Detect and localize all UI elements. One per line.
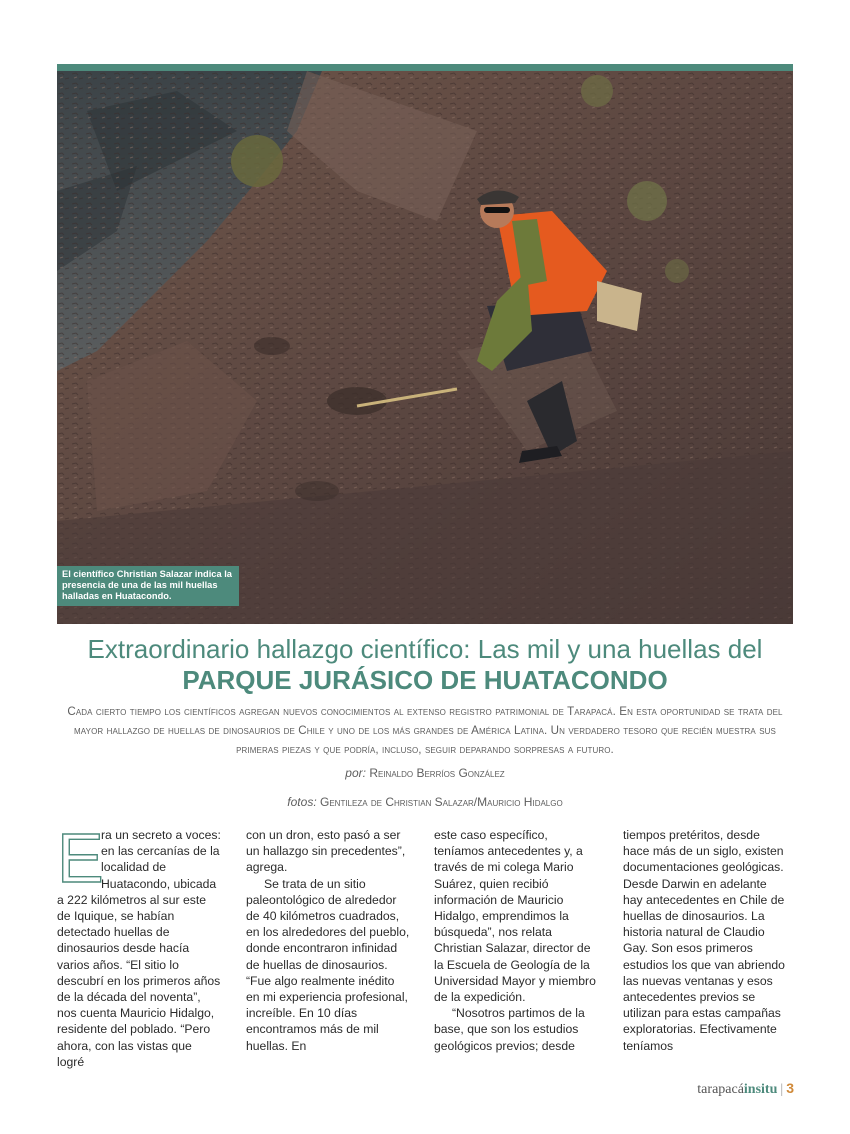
title-bold: PARQUE JURÁSICO DE HUATACONDO — [182, 665, 668, 695]
title-light: Extraordinario hallazgo científico: Las mil y una huellas del — [87, 634, 763, 664]
byline-name: Reinaldo Berríos González — [369, 766, 505, 780]
column-1-text: ra un secreto a voces: en las cercanías de la localidad de Huatacondo, ubicada a 222 kilómetros al sur este de Iquique, se habían detectado huellas de dinosaurios desde hacía varios años. “El sitio lo descubrí en los primeros años de la década del noventa”, nos cuenta Mauricio Hidalgo, residente del poblado. “Pero ahora, con las vistas que logré — [57, 828, 221, 1069]
hero-photo — [57, 71, 793, 624]
byline — [0, 766, 850, 780]
column-4-text: tiempos pretéritos, desde hace más de un siglo, existen documentaciones geológicas. Desde Darwin en adelante hay antecedentes en Chile de huellas de dinosaurios. La historia natural de Claudio Gay. Son esos primeros estudios los que van abriendo las nuevas ventanas y esos antecedentes previos se utilizan para estas campañas exploratorias. Efectivamente teníamos — [623, 828, 785, 1053]
column-2-paragraph-1: con un dron, esto pasó a ser un hallazgo sin precedentes”, agrega. — [246, 828, 406, 875]
dropcap-letter — [57, 819, 104, 897]
column-3-paragraph-2: “Nosotros partimos de la base, que son los estudios geológicos previos; desde — [434, 1006, 585, 1053]
photo-credit — [0, 795, 850, 809]
column-1 — [57, 819, 221, 1070]
hillside-photo-illustration — [57, 71, 793, 624]
svg-text:E: E — [57, 819, 104, 897]
photos-label: fotos: — [287, 795, 317, 809]
footer-brand-bold: insitu — [743, 1082, 778, 1097]
column-2 — [246, 827, 410, 1054]
top-accent-bar — [57, 64, 793, 71]
column-4 — [623, 827, 787, 1054]
column-3 — [434, 827, 598, 1054]
page-footer: tarapacáinsitu | 3 — [697, 1080, 794, 1097]
article-lead: Cada cierto tiempo los científicos agregan nuevos conocimientos al extenso registro patrimonial de Tarapacá. En esta oportunidad se trata del mayor hallazgo de huellas de dinosaurios de Chile y uno de los más grandes de América Latina. Un verdadero tesoro que recién muestra sus primeras piezas y que podría, incluso, seguir deparando sorpresas a futuro. — [67, 705, 783, 756]
footer-brand-plain: tarapacá — [697, 1082, 744, 1097]
dropcap — [57, 819, 104, 897]
column-3-paragraph-1: este caso específico, teníamos antecedentes y, a través de mi colega Mario Suárez, quien recibió información de Mauricio Hidalgo, emprendimos la búsqueda”, nos relata Christian Salazar, director de la Escuela de Geología de la Universidad Mayor y miembro de la expedición. — [434, 828, 596, 1005]
column-2-paragraph-2: Se trata de un sitio paleontológico de alrededor de 40 kilómetros cuadrados, en los alrededores del pueblo, donde encontraron infinidad de huellas de dinosaurios. “Fue algo realmente inédito en mi experiencia profesional, increíble. En 10 días encontramos más de mil huellas. En — [246, 876, 410, 1053]
page-number: 3 — [786, 1080, 794, 1096]
byline-label: por: — [345, 766, 366, 780]
article-title — [40, 634, 810, 696]
photo-caption: El científico Christian Salazar indica la presencia de una de las mil huellas halladas en Huatacondo. — [57, 566, 239, 606]
photos-credit: Gentileza de Christian Salazar/Mauricio Hidalgo — [320, 795, 563, 809]
